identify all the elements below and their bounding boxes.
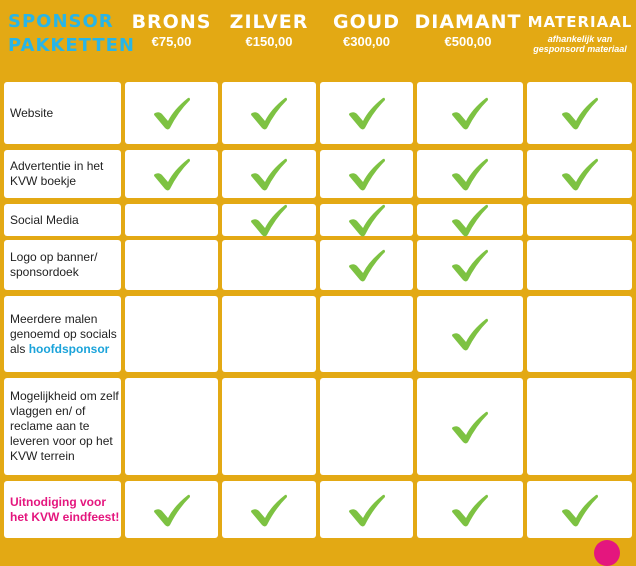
- checkmark-icon: [152, 95, 192, 131]
- row-label-cell: [4, 240, 121, 290]
- row-label-text: [10, 250, 121, 280]
- table-cell-zilver: [222, 296, 316, 372]
- row-label-cell: [4, 481, 121, 538]
- row-label-cell: [4, 296, 121, 372]
- row-label: [4, 378, 121, 475]
- column-name: DIAMANT: [414, 11, 522, 33]
- checkmark-icon: [347, 156, 387, 192]
- row-label-text: [10, 106, 53, 121]
- table-cell-zilver: [222, 240, 316, 290]
- row-label-text: [10, 159, 121, 189]
- checkmark-icon: [560, 492, 600, 528]
- checkmark-icon: [249, 202, 289, 238]
- checkmark-icon: [450, 202, 490, 238]
- row-label-cell: [4, 378, 121, 475]
- checkmark-icon: [560, 156, 600, 192]
- checkmark-icon: [450, 247, 490, 283]
- row-label: [4, 296, 121, 372]
- column-name: BRONS: [131, 11, 212, 33]
- table-cell-brons: [125, 204, 218, 236]
- checkmark-icon: [450, 316, 490, 352]
- row-label-text: [10, 312, 121, 357]
- checkmark-icon: [450, 492, 490, 528]
- checkmark-icon: [347, 95, 387, 131]
- row-label-main: Social Media: [10, 212, 79, 227]
- row-label-text: [10, 495, 121, 525]
- checkmark-icon: [450, 95, 490, 131]
- checkmark-icon: [347, 202, 387, 238]
- table-cell-goud: [320, 296, 413, 372]
- row-label-text: [10, 213, 79, 228]
- corner-badge: [594, 540, 620, 566]
- row-label-main: Website: [10, 105, 54, 120]
- column-header-zilver: [222, 10, 316, 50]
- page-title: [8, 10, 135, 58]
- row-label-main: Uitnodiging voor het KVW eindfeest!: [10, 494, 120, 524]
- header: [0, 0, 636, 80]
- row-label-main: Logo op banner/ sponsordoek: [10, 250, 98, 279]
- row-label-main: Advertentie in het KVW boekje: [10, 159, 104, 188]
- table-cell-zilver: [222, 378, 316, 475]
- checkmark-icon: [249, 492, 289, 528]
- checkmark-icon: [152, 492, 192, 528]
- checkmark-icon: [347, 247, 387, 283]
- column-header-brons: [125, 10, 218, 50]
- table-cell-goud: [320, 378, 413, 475]
- column-header-diamant: [413, 10, 523, 50]
- row-label-cell: [4, 150, 121, 198]
- row-label-cell: [4, 204, 121, 236]
- table-cell-brons: [125, 296, 218, 372]
- title-line-2: PAKKETTEN: [8, 35, 135, 56]
- table-cell-materiaal: [527, 240, 632, 290]
- column-price: €300,00: [343, 34, 390, 49]
- row-label: [4, 204, 121, 236]
- row-label-main: Mogelijkheid om zelf vlaggen en/ of reclame aan te leveren voor op het KVW terrein: [10, 389, 119, 463]
- table-cell-materiaal: [527, 204, 632, 236]
- column-header-goud: [320, 10, 413, 50]
- row-label-text: [10, 389, 121, 464]
- column-price: €150,00: [245, 34, 293, 49]
- checkmark-icon: [249, 156, 289, 192]
- column-name: ZILVER: [229, 11, 309, 33]
- checkmark-icon: [450, 409, 490, 445]
- table-cell-materiaal: [527, 296, 632, 372]
- column-name: MATERIAAL: [527, 13, 633, 31]
- column-note: afhankelijk van gesponsord materiaal: [533, 34, 627, 54]
- table-cell-brons: [125, 240, 218, 290]
- checkmark-icon: [560, 95, 600, 131]
- row-label-highlight: hoofdsponsor: [28, 341, 110, 356]
- table-cell-materiaal: [527, 378, 632, 475]
- row-label-main: Meerdere malen genoemd op socials als: [10, 311, 117, 356]
- checkmark-icon: [450, 156, 490, 192]
- row-label: [4, 150, 121, 198]
- column-name: GOUD: [333, 11, 400, 33]
- checkmark-icon: [152, 156, 192, 192]
- row-label-cell: [4, 82, 121, 144]
- checkmark-icon: [249, 95, 289, 131]
- row-label: [4, 240, 121, 290]
- table-cell-brons: [125, 378, 218, 475]
- checkmark-icon: [347, 492, 387, 528]
- column-price: €75,00: [151, 34, 192, 49]
- title-line-1: SPONSOR: [8, 11, 114, 32]
- row-label: [4, 481, 121, 538]
- column-header-materiaal: [526, 10, 634, 54]
- column-price: €500,00: [444, 34, 492, 49]
- row-label: [4, 82, 121, 144]
